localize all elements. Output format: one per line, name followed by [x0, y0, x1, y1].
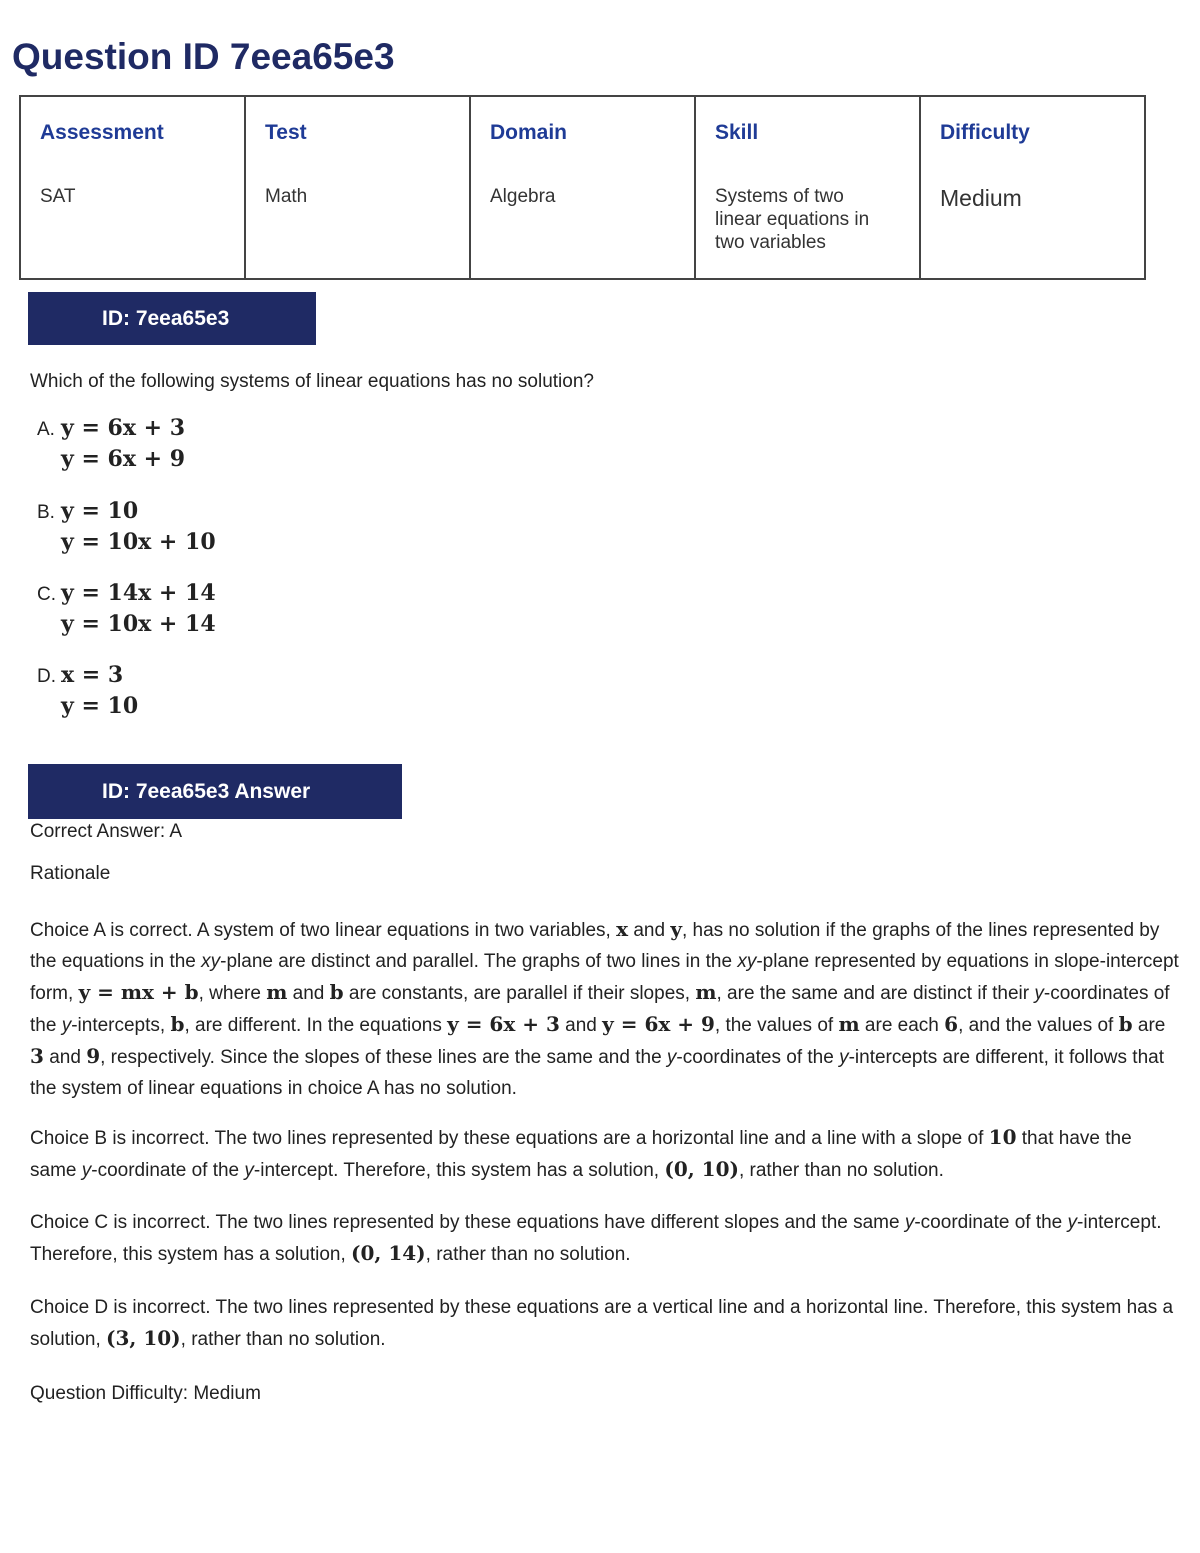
- math-expression: m: [695, 980, 717, 1004]
- math-expression: b: [329, 980, 344, 1004]
- rationale-heading: Rationale: [30, 863, 111, 884]
- rationale-choice-b: [30, 1122, 1180, 1186]
- math-expression: 3: [30, 1044, 44, 1068]
- rationale-text: and: [628, 920, 671, 941]
- rationale-text: -intercepts are different, it follows that the system of linear equations in choice A has no solution.: [30, 1047, 1164, 1099]
- meta-header-difficulty: Difficulty: [940, 121, 1030, 144]
- rationale-text: , and the values of: [958, 1015, 1119, 1036]
- math-expression: b: [170, 1012, 185, 1036]
- italic-term: xy: [737, 951, 757, 972]
- math-expression: (3, 10): [106, 1326, 181, 1350]
- rationale-text: -coordinates of the: [30, 983, 1170, 1036]
- math-expression: y = 6x + 3: [447, 1012, 560, 1036]
- meta-value-assessment: SAT: [40, 186, 76, 207]
- math-expression: m: [266, 980, 288, 1004]
- rationale-text: that have the same: [30, 1128, 1132, 1181]
- meta-header-skill: Skill: [715, 121, 759, 144]
- choice-label: B.: [37, 502, 55, 523]
- choice-equation: x = 3: [61, 662, 124, 688]
- italic-term: y: [61, 1015, 72, 1036]
- choice-equation: y = 10: [61, 498, 139, 524]
- math-expression: x: [616, 917, 629, 941]
- choice-equation: y = 10x + 14: [61, 611, 216, 637]
- question-difficulty: Question Difficulty: Medium: [30, 1383, 261, 1404]
- italic-term: y: [244, 1160, 254, 1181]
- italic-term: y: [666, 1047, 677, 1068]
- rationale-text: -plane are distinct and parallel. The graphs of two lines in the: [220, 951, 738, 972]
- choice-equation: y = 6x + 9: [61, 446, 186, 472]
- rationale-text: -intercepts,: [71, 1015, 171, 1036]
- question-stem: Which of the following systems of linear equations has no solution?: [30, 371, 594, 392]
- math-expression: y = 6x + 9: [602, 1012, 715, 1036]
- choice-equation: y = 10: [61, 693, 139, 719]
- choice-equation: y = 14x + 14: [61, 580, 216, 606]
- rationale-text: Choice C is incorrect. The two lines represented by these equations have different slopes and the same: [30, 1212, 905, 1233]
- rationale-text: are: [1132, 1015, 1166, 1036]
- italic-term: y: [839, 1047, 849, 1068]
- rationale-choice-c: [30, 1207, 1180, 1270]
- math-expression: y = mx + b: [78, 980, 199, 1004]
- math-expression: m: [838, 1012, 860, 1036]
- answer-id-banner: ID: 7eea65e3 Answer: [28, 764, 402, 819]
- rationale-text: , rather than no solution.: [738, 1160, 944, 1181]
- rationale-text: , where: [198, 983, 267, 1004]
- math-expression: (0, 14): [351, 1241, 426, 1265]
- math-expression: (0, 10): [664, 1157, 739, 1181]
- italic-term: y: [1067, 1212, 1078, 1233]
- math-expression: y: [670, 917, 682, 941]
- rationale-text: and: [43, 1047, 87, 1068]
- rationale-text: -coordinates of the: [676, 1047, 840, 1068]
- choice-equation: y = 10x + 10: [61, 529, 216, 555]
- rationale-text: , rather than no solution.: [425, 1244, 631, 1265]
- rationale-text: -coordinate of the: [91, 1160, 245, 1181]
- meta-header-assessment: Assessment: [40, 121, 164, 144]
- meta-cell-skill: [695, 96, 920, 279]
- rationale-text: and: [287, 983, 330, 1004]
- italic-term: y: [81, 1160, 92, 1181]
- rationale-text: , has no solution if the graphs of the lines represented by the equations in the: [30, 920, 1160, 972]
- rationale-text: are each: [859, 1015, 945, 1036]
- rationale-text: Choice B is incorrect. The two lines represented by these equations are a horizontal line and a line with a slope of: [30, 1128, 989, 1149]
- rationale-text: -plane represented by equations in slope-intercept form,: [30, 951, 1179, 1004]
- rationale-text: -intercept. Therefore, this system has a solution,: [30, 1212, 1162, 1265]
- meta-cell-difficulty: [920, 96, 1145, 279]
- rationale-text: and: [559, 1015, 603, 1036]
- meta-header-domain: Domain: [490, 121, 568, 144]
- rationale-text: , are the same and are distinct if their: [716, 983, 1035, 1004]
- italic-term: y: [1034, 983, 1044, 1004]
- meta-cell-assessment: [20, 96, 245, 279]
- choice-label: C.: [37, 584, 56, 605]
- rationale-text: Choice A is correct. A system of two linear equations in two variables,: [30, 920, 617, 941]
- math-expression: b: [1118, 1012, 1133, 1036]
- meta-value-skill: Systems of two linear equations in two variables: [715, 186, 870, 253]
- rationale-text: -coordinate of the: [914, 1212, 1068, 1233]
- rationale-text: are constants, are parallel if their slopes,: [343, 983, 696, 1004]
- rationale-text: , respectively. Since the slopes of these lines are the same and the: [100, 1047, 667, 1068]
- rationale-text: , rather than no solution.: [180, 1329, 386, 1350]
- meta-value-domain: Algebra: [490, 186, 556, 207]
- question-id-banner: ID: 7eea65e3: [28, 292, 316, 345]
- meta-value-difficulty: Medium: [940, 185, 1022, 211]
- choice-equation: y = 6x + 3: [61, 415, 186, 441]
- rationale-text: Choice D is incorrect. The two lines represented by these equations are a vertical line and a horizontal line. Therefore, this system has a solution,: [30, 1297, 1174, 1350]
- rationale-choice-d: [30, 1292, 1180, 1355]
- rationale-text: -intercept. Therefore, this system has a solution,: [253, 1160, 665, 1181]
- choice-label: A.: [37, 419, 55, 440]
- question-meta-table: [19, 95, 1146, 280]
- rationale-text: , are different. In the equations: [184, 1015, 448, 1036]
- choice-label: D.: [37, 666, 56, 687]
- math-expression: 6: [944, 1012, 959, 1036]
- correct-answer: Correct Answer: A: [30, 821, 183, 842]
- italic-term: xy: [201, 951, 221, 972]
- meta-cell-test: [245, 96, 470, 279]
- italic-term: y: [904, 1212, 915, 1233]
- meta-header-test: Test: [265, 121, 307, 144]
- math-expression: 9: [86, 1044, 101, 1068]
- rationale-choice-a: [30, 914, 1180, 1104]
- meta-cell-domain: [470, 96, 695, 279]
- math-expression: 10: [988, 1125, 1017, 1149]
- meta-value-test: Math: [265, 186, 308, 207]
- rationale-text: , the values of: [714, 1015, 839, 1036]
- page-title: Question ID 7eea65e3: [12, 36, 395, 77]
